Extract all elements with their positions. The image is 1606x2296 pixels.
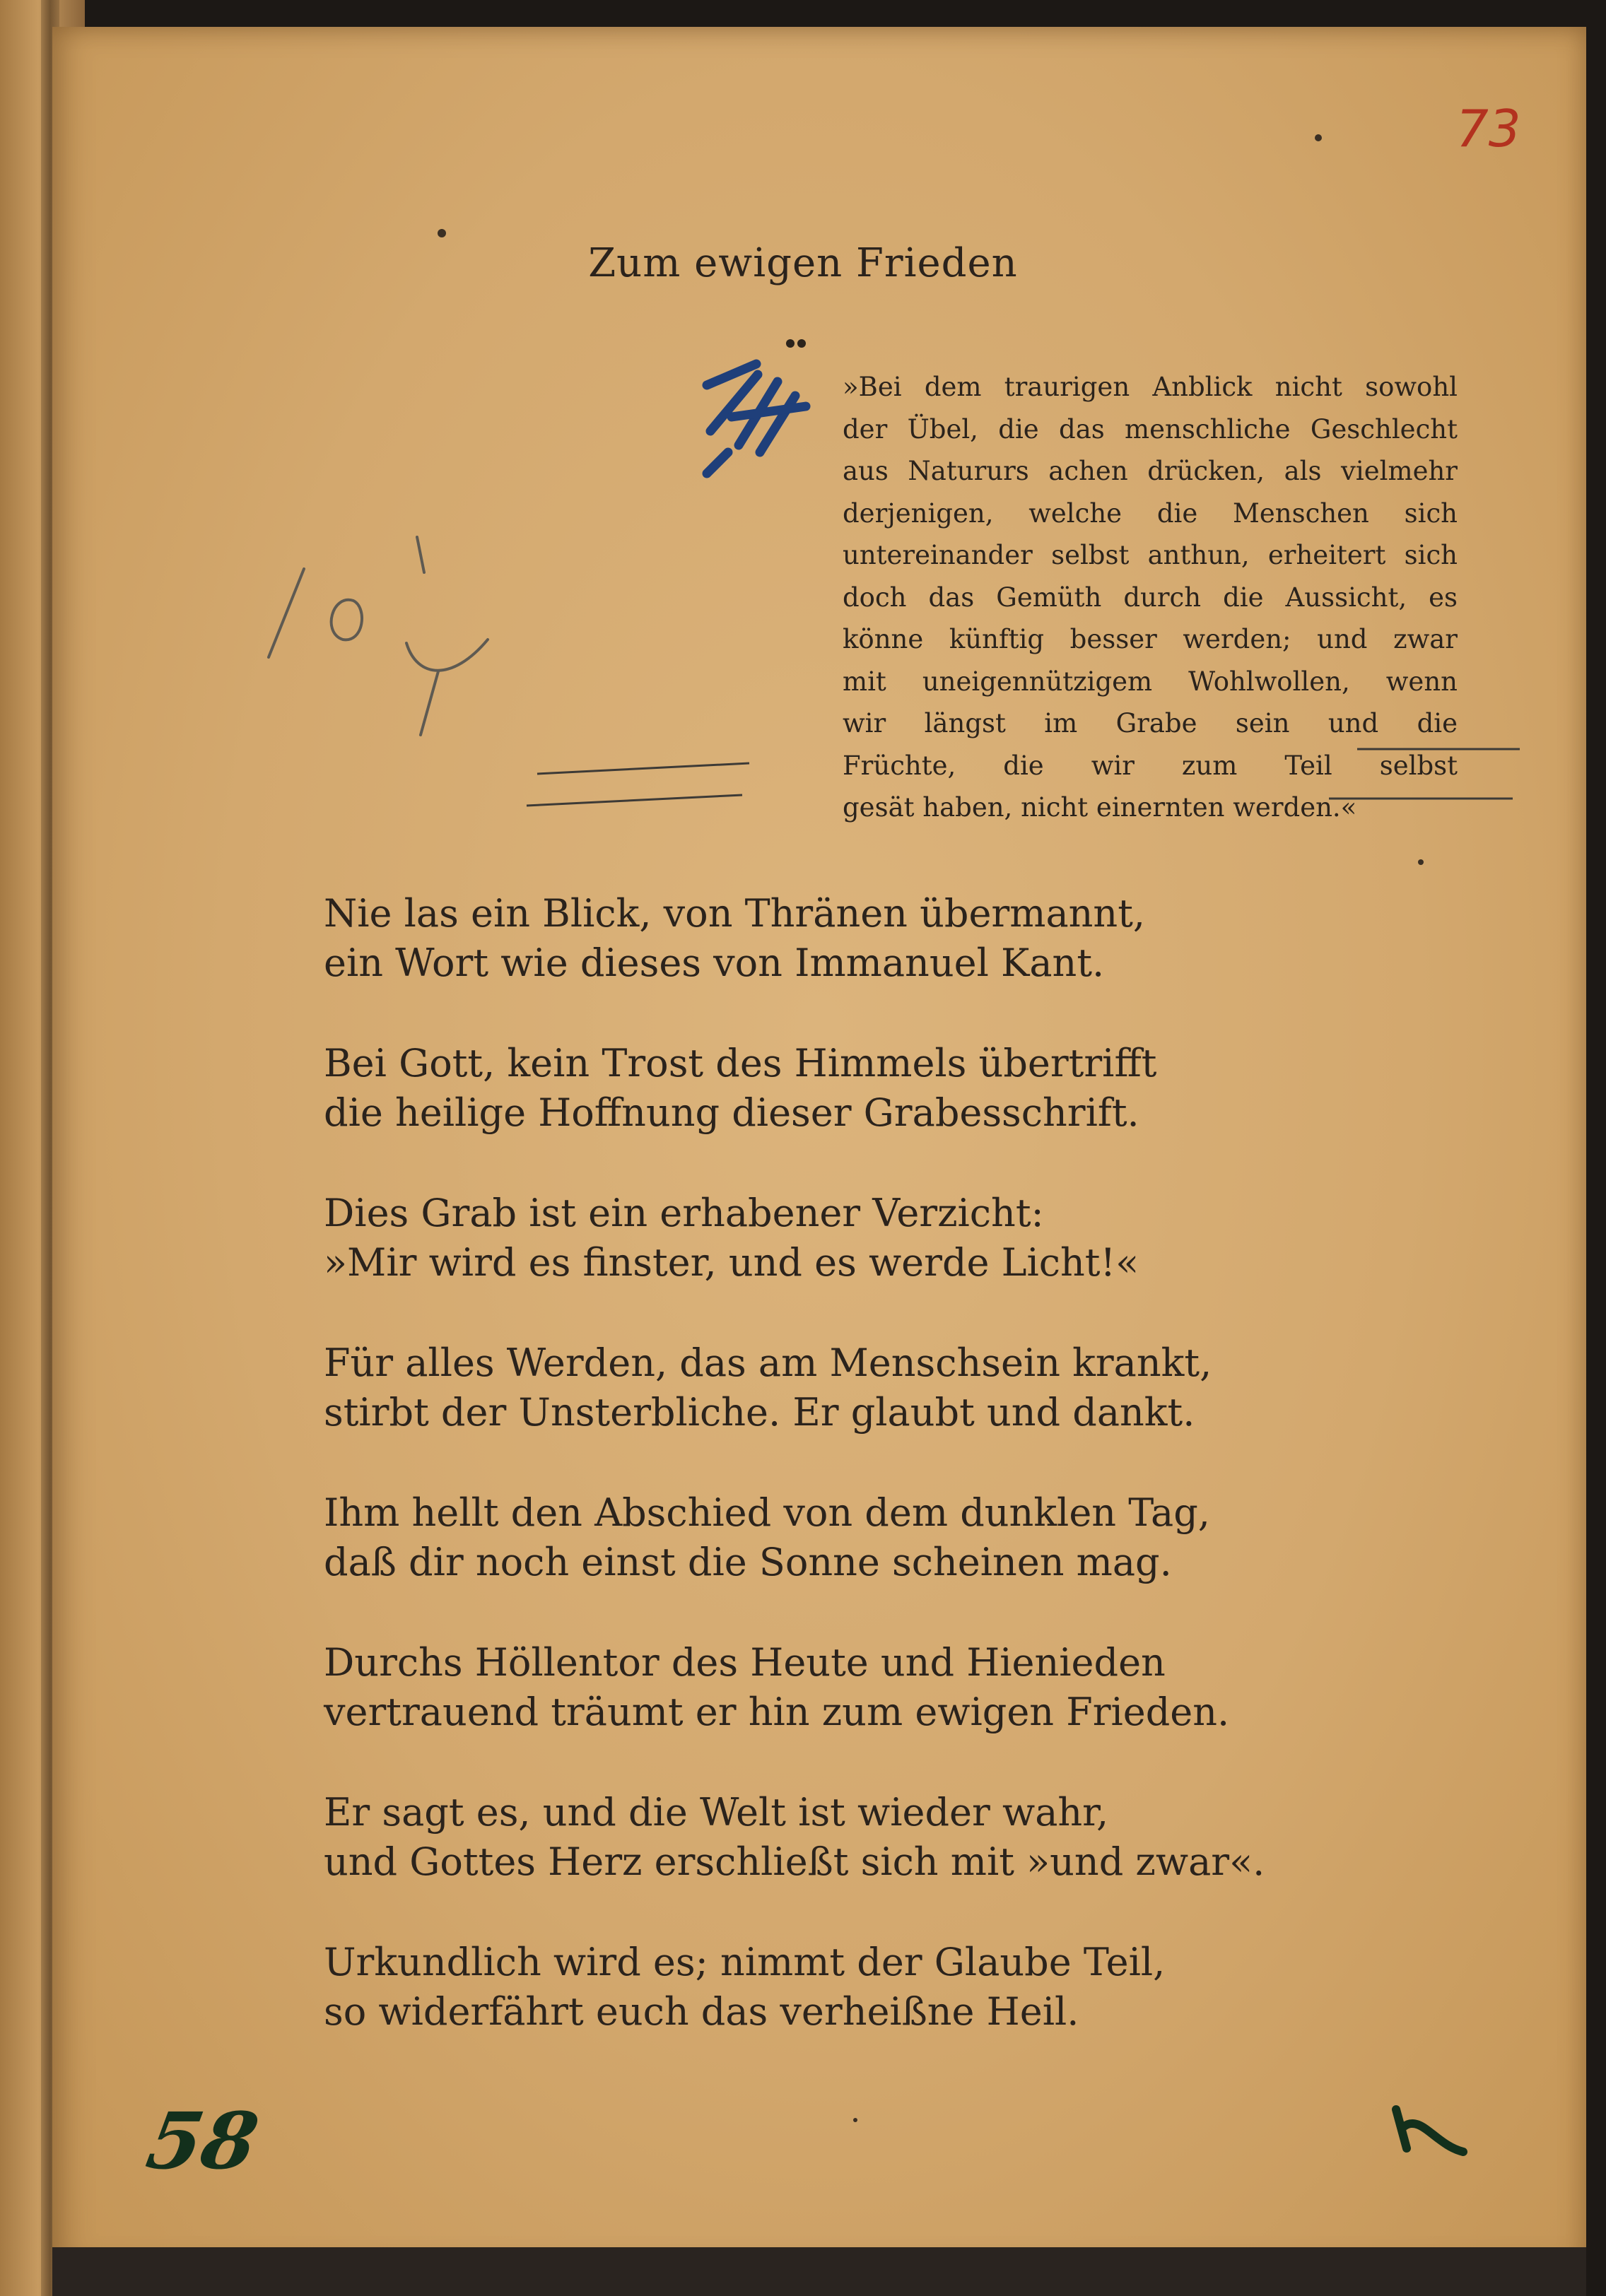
epigraph-line: mit uneigennützigem Wohlwollen, wenn bbox=[843, 666, 1458, 697]
poem-line: Durchs Höllentor des Heute und Hienieden bbox=[324, 1640, 1166, 1685]
epigraph-line: wir längst im Grabe sein und die bbox=[843, 708, 1458, 738]
epigraph-line: derjenigen, welche die Menschen sich bbox=[843, 498, 1458, 529]
poem-line: und Gottes Herz erschließt sich mit »und zwar«. bbox=[324, 1839, 1265, 1884]
epigraph-line: der Übel, die das menschliche Geschlecht bbox=[843, 413, 1458, 445]
poem-line: die heilige Hoffnung dieser Grabesschrift. bbox=[324, 1090, 1139, 1135]
epigraph-line: doch das Gemüth durch die Aussicht, es bbox=[843, 582, 1458, 613]
poem-line: Ihm hellt den Abschied von dem dunklen Tag, bbox=[324, 1490, 1210, 1535]
epigraph-line: untereinander selbst anthun, erheitert sich bbox=[843, 540, 1458, 570]
poem-line: vertrauend träumt er hin zum ewigen Frieden. bbox=[324, 1690, 1230, 1734]
poem-line: Er sagt es, und die Welt ist wieder wahr, bbox=[324, 1790, 1109, 1835]
poem-line: Dies Grab ist ein erhabener Verzicht: bbox=[324, 1191, 1044, 1235]
poem-line: stirbt der Unsterbliche. Er glaubt und dankt. bbox=[324, 1390, 1195, 1435]
epigraph-line: aus Natururs achen drücken, als vielmehr bbox=[843, 456, 1458, 486]
poem-line: daß dir noch einst die Sonne scheinen mag. bbox=[324, 1540, 1172, 1584]
poem-line: Für alles Werden, das am Menschsein krankt, bbox=[324, 1341, 1212, 1385]
paper-specks-icon bbox=[438, 134, 1424, 2122]
epigraph-line: »Bei dem traurigen Anblick nicht sowohl bbox=[843, 372, 1458, 402]
blue-crayon-mark-icon bbox=[707, 364, 806, 473]
epigraph-line: gesät haben, nicht einernten werden.« bbox=[843, 792, 1357, 823]
poem-line: Nie las ein Blick, von Thränen übermannt, bbox=[324, 891, 1146, 936]
umlaut-dots-icon bbox=[786, 339, 806, 348]
handwritten-page-number: 73 bbox=[1456, 99, 1521, 158]
poem-line: so widerfährt euch das verheißne Heil. bbox=[324, 1989, 1079, 2034]
epigraph-line: könne künftig besser werden; und zwar bbox=[843, 624, 1458, 654]
epigraph-line: Früchte, die wir zum Teil selbst bbox=[843, 750, 1458, 781]
poem-line: Urkundlich wird es; nimmt der Glaube Teil, bbox=[324, 1940, 1166, 1984]
green-tick-mark-icon bbox=[1396, 2109, 1463, 2152]
pencil-rule-lines-icon bbox=[527, 749, 1520, 806]
handwritten-folio-number: 58 bbox=[140, 2095, 265, 2186]
poem-line: ein Wort wie dieses von Immanuel Kant. bbox=[324, 941, 1105, 985]
pencil-note-icon bbox=[269, 537, 488, 735]
poem-line: Bei Gott, kein Trost des Himmels übertrifft bbox=[324, 1041, 1157, 1085]
poem-title: Zum ewigen Frieden bbox=[588, 240, 1018, 286]
poem-line: »Mir wird es finster, und es werde Licht!« bbox=[324, 1240, 1139, 1285]
